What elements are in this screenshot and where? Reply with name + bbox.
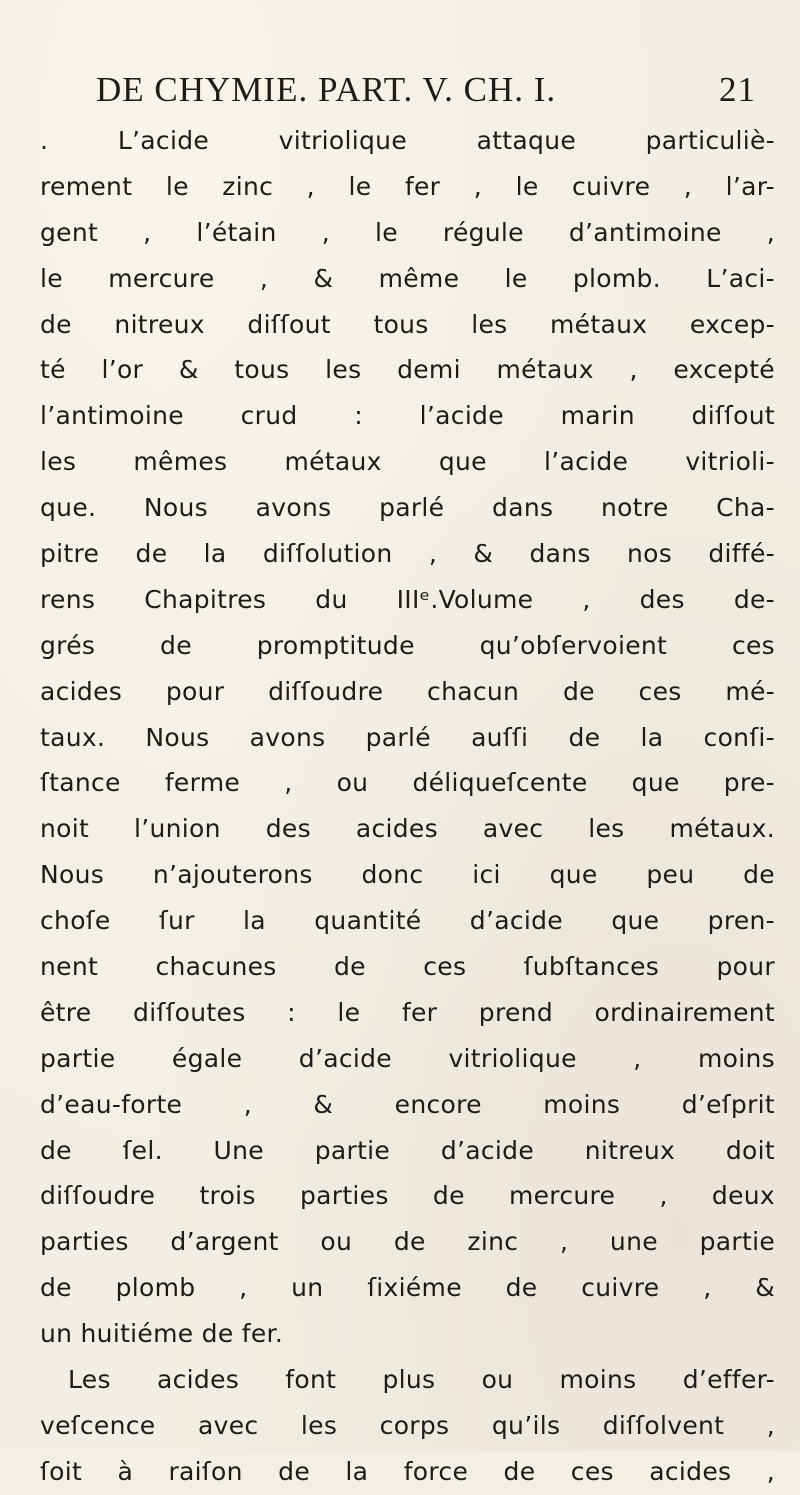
- text-line: que. Nous avons parlé dans notre Cha-: [40, 493, 775, 523]
- text-line: de plomb , un ſixiéme de cuivre , &: [40, 1273, 775, 1303]
- text-line: de ſel. Une partie d’acide nitreux doit: [40, 1135, 775, 1165]
- paragraph-start-line: Les acides font plus ou moins d’effer-: [68, 1365, 775, 1395]
- text-line: ſtance ferme , ou déliqueſcente que pre-: [40, 768, 775, 798]
- text-line: noit l’union des acides avec les métaux.: [40, 814, 775, 844]
- text-line: té l’or & tous les demi métaux , excepté: [40, 355, 775, 385]
- text-line: choſe ſur la quantité d’acide que pren-: [40, 906, 775, 936]
- text-line: nent chacunes de ces ſubſtances pour: [40, 952, 775, 982]
- text-line: gent , l’étain , le régule d’antimoine ,: [40, 217, 775, 247]
- paragraph-end-line: un huitiéme de fer.: [40, 1319, 284, 1349]
- running-title: DE CHYMIE. PART. V. CH. I.: [96, 70, 557, 109]
- text-line: parties d’argent ou de zinc , une partie: [40, 1227, 775, 1257]
- page-header: [96, 66, 756, 114]
- text-line: . L’acide vitriolique attaque particuliè-: [40, 126, 775, 155]
- text-line: l’antimoine crud : l’acide marin diſſout: [40, 401, 775, 431]
- text-line: ſoit à raiſon de la force de ces acides ,: [40, 1456, 775, 1486]
- text-line: grés de promptitude qu’obſervoient ces: [40, 630, 775, 660]
- text-line: Nous n’ajouterons donc ici que peu de: [40, 860, 775, 890]
- text-line: le mercure , & même le plomb. L’aci-: [40, 263, 775, 293]
- text-line: diſſoudre trois parties de mercure , deux: [40, 1181, 775, 1211]
- text-line: d’eau-forte , & encore moins d’eſprit: [40, 1089, 775, 1119]
- text-line: partie égale d’acide vitriolique , moins: [40, 1043, 775, 1073]
- body-text: [40, 118, 775, 1495]
- text-line: être diſſoutes : le fer prend ordinairement: [40, 997, 775, 1027]
- text-line: pitre de la diſſolution , & dans nos diffé-: [40, 539, 775, 569]
- text-line: de nitreux diſſout tous les métaux excep-: [40, 309, 775, 339]
- text-line: taux. Nous avons parlé auſſi de la conſi-: [40, 722, 775, 752]
- text-line: veſcence avec les corps qu’ils diſſolvent ,: [40, 1410, 775, 1440]
- page-number: 21: [719, 70, 756, 109]
- text-line: les mêmes métaux que l’acide vitrioli-: [40, 447, 775, 477]
- text-line: rens Chapitres du IIIᵉ.Volume , des de-: [40, 584, 775, 614]
- text-line: acides pour diſſoudre chacun de ces mé-: [40, 676, 775, 706]
- text-line: rement le zinc , le fer , le cuivre , l’ar-: [40, 171, 775, 201]
